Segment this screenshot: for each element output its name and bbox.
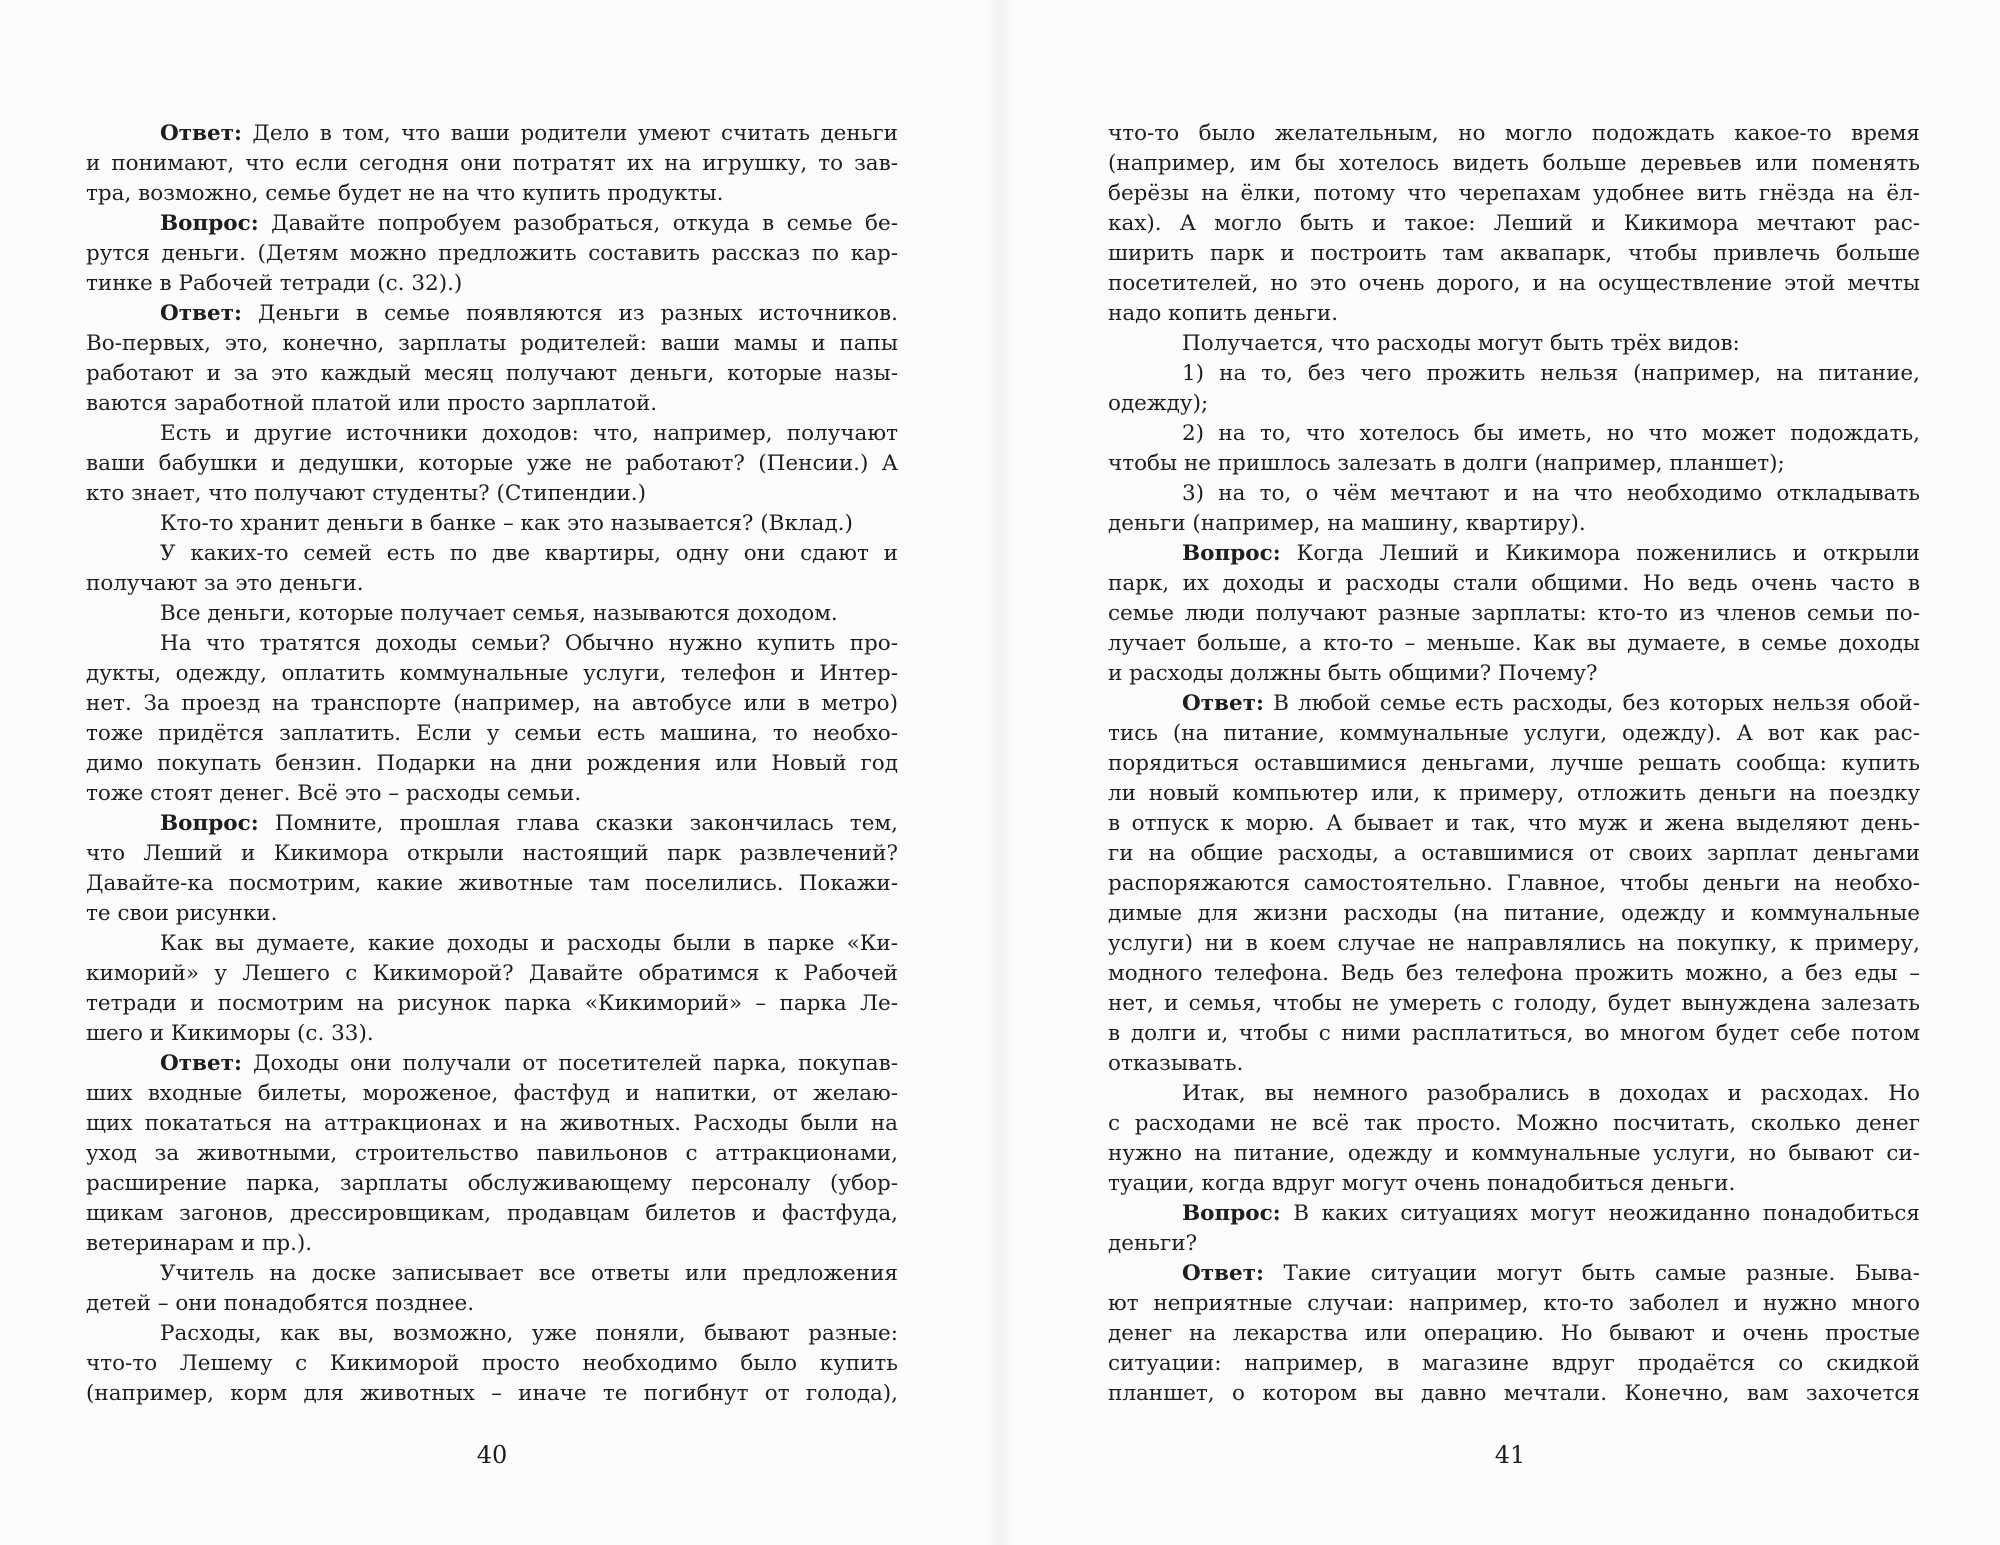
line-text: одежду); <box>1108 391 1209 416</box>
text-line <box>86 1379 898 1409</box>
line-text: У каких-то семей есть по две квартиры, одну они сдают и <box>160 541 898 566</box>
text-line <box>1108 989 1920 1019</box>
text-line <box>1108 1319 1920 1349</box>
line-text: распоряжаются самостоятельно. Главное, чтобы деньги на необхо- <box>1108 871 1920 896</box>
text-line <box>86 659 898 689</box>
text-line <box>1108 509 1920 539</box>
line-text: 1) на то, без чего прожить нельзя (например, на питание, <box>1182 361 1920 386</box>
dialogue-label: Ответ: <box>1182 1261 1264 1286</box>
line-text: надо копить деньги. <box>1108 301 1339 326</box>
page-number-left: 40 <box>476 1441 508 1469</box>
text-line <box>86 1019 898 1049</box>
line-text: получают за это деньги. <box>86 571 364 596</box>
text-line <box>86 359 898 389</box>
text-line <box>1108 239 1920 269</box>
text-line <box>1108 149 1920 179</box>
text-line <box>1108 1139 1920 1169</box>
line-text: ваши бабушки и дедушки, которые уже не работают? (Пенсии.) А <box>86 451 898 476</box>
line-text: нет, и семья, чтобы не умереть с голоду, будет вынуждена залезать <box>1108 991 1920 1016</box>
line-text: Итак, вы немного разобрались в доходах и расходах. Но <box>1182 1081 1920 1106</box>
right-page-text <box>1108 119 1920 1409</box>
text-line <box>86 1049 898 1079</box>
text-line <box>1108 599 1920 629</box>
dialogue-label: Ответ: <box>160 301 242 326</box>
text-line <box>1108 1349 1920 1379</box>
line-text: работают и за это каждый месяц получают деньги, которые назы- <box>86 361 898 386</box>
line-text: Учитель на доске записывает все ответы или предложения <box>160 1261 898 1286</box>
line-text: что-то было желательным, но могло подождать какое-то время <box>1108 121 1920 146</box>
text-line <box>1108 689 1920 719</box>
line-text: тоже придётся заплатить. Если у семьи есть машина, то необхо- <box>86 721 898 746</box>
dialogue-label: Вопрос: <box>160 211 259 236</box>
text-line <box>1108 389 1920 419</box>
text-line <box>1108 899 1920 929</box>
text-line <box>1108 1169 1920 1199</box>
line-text: семье люди получают разные зарплаты: кто-то из членов семьи по- <box>1108 601 1920 626</box>
line-text: уход за животными, строительство павильонов с аттракционами, <box>86 1141 898 1166</box>
text-line <box>86 419 898 449</box>
line-text: деньги? <box>1108 1231 1198 1256</box>
line-text: (например, им бы хотелось видеть больше деревьев или поменять <box>1108 151 1920 176</box>
text-line <box>86 839 898 869</box>
text-line <box>1108 1049 1920 1079</box>
line-text: ветеринарам и пр.). <box>86 1231 313 1256</box>
text-line <box>86 509 898 539</box>
text-line <box>1108 839 1920 869</box>
text-line <box>86 1139 898 1169</box>
text-line <box>1108 1199 1920 1229</box>
text-line <box>86 1349 898 1379</box>
line-text: Деньги в семье появляются из разных источников. <box>241 301 898 326</box>
line-text: нет. За проезд на транспорте (например, на автобусе или в метро) <box>86 691 898 716</box>
line-text: тра, возможно, семье будет не на что купить продукты. <box>86 181 724 206</box>
text-line <box>86 1109 898 1139</box>
dialogue-label: Вопрос: <box>1182 541 1281 566</box>
line-text: Расходы, как вы, возможно, уже поняли, бывают разные: <box>160 1321 898 1346</box>
text-line <box>1108 299 1920 329</box>
line-text: Получается, что расходы могут быть трёх видов: <box>1182 331 1740 356</box>
text-line <box>1108 119 1920 149</box>
line-text: Как вы думаете, какие доходы и расходы были в парке «Ки- <box>160 931 898 956</box>
dialogue-label: Вопрос: <box>1182 1201 1281 1226</box>
line-text: что-то Лешему с Кикиморой просто необходимо было купить <box>86 1351 898 1376</box>
text-line <box>1108 719 1920 749</box>
line-text: детей – они понадобятся позднее. <box>86 1291 475 1316</box>
text-line <box>1108 959 1920 989</box>
text-line <box>86 749 898 779</box>
text-line <box>1108 209 1920 239</box>
line-text: дукты, одежду, оплатить коммунальные услуги, телефон и Интер- <box>86 661 898 686</box>
line-text: лучает больше, а кто-то – меньше. Как вы думаете, в семье доходы <box>1108 631 1920 656</box>
text-line <box>86 179 898 209</box>
text-line <box>1108 1079 1920 1109</box>
text-line <box>1108 329 1920 359</box>
text-line <box>86 899 898 929</box>
text-line <box>86 719 898 749</box>
left-page-text <box>86 119 898 1409</box>
text-line <box>86 929 898 959</box>
text-line <box>86 869 898 899</box>
text-line <box>1108 1379 1920 1409</box>
line-text: тинке в Рабочей тетради (с. 32).) <box>86 271 463 296</box>
line-text: ших входные билеты, мороженое, фастфуд и напитки, от желаю- <box>86 1081 898 1106</box>
text-line <box>86 599 898 629</box>
line-text: ваются заработной платой или просто зарплатой. <box>86 391 658 416</box>
text-line <box>86 269 898 299</box>
text-line <box>1108 359 1920 389</box>
text-line <box>1108 749 1920 779</box>
line-text: чтобы не пришлось залезать в долги (например, планшет); <box>1108 451 1785 476</box>
text-line <box>86 119 898 149</box>
dialogue-label: Ответ: <box>160 121 242 146</box>
line-text: 3) на то, о чём мечтают и на что необходимо откладывать <box>1182 481 1920 506</box>
line-text: В любой семье есть расходы, без которых нельзя обой- <box>1263 691 1920 716</box>
text-line <box>86 779 898 809</box>
text-line <box>1108 629 1920 659</box>
line-text: посетителей, но это очень дорого, и на осуществление этой мечты <box>1108 271 1920 296</box>
text-line <box>86 959 898 989</box>
text-line <box>86 539 898 569</box>
line-text: Все деньги, которые получает семья, называются доходом. <box>160 601 838 626</box>
line-text: парк, их доходы и расходы стали общими. Но ведь очень часто в <box>1108 571 1920 596</box>
line-text: в отпуск к морю. А бывает и так, что муж и жена выделяют день- <box>1108 811 1920 836</box>
line-text: ги на общие расходы, а оставшимися от своих зарплат деньгами <box>1108 841 1920 866</box>
book-gutter <box>985 0 1015 1545</box>
line-text: в долги и, чтобы с ними расплатиться, во многом будет себе потом <box>1108 1021 1920 1046</box>
line-text: шего и Кикиморы (с. 33). <box>86 1021 374 1046</box>
line-text: деньги (например, на машину, квартиру). <box>1108 511 1586 536</box>
text-line <box>1108 479 1920 509</box>
line-text: Кто-то хранит деньги в банке – как это называется? (Вклад.) <box>160 511 853 536</box>
text-line <box>86 239 898 269</box>
page-number-right: 41 <box>1494 1441 1526 1469</box>
dialogue-label: Ответ: <box>1182 691 1264 716</box>
line-text: киморий» у Лешего с Кикиморой? Давайте обратимся к Рабочей <box>86 961 898 986</box>
line-text: щикам загонов, дрессировщикам, продавцам билетов и фастфуда, <box>86 1201 898 1226</box>
line-text: отказывать. <box>1108 1051 1244 1076</box>
line-text: нужно на питание, одежду и коммунальные услуги, но бывают си- <box>1108 1141 1920 1166</box>
line-text: с расходами не всё так просто. Можно посчитать, сколько денег <box>1108 1111 1920 1136</box>
text-line <box>1108 929 1920 959</box>
line-text: кто знает, что получают студенты? (Стипендии.) <box>86 481 647 506</box>
line-text: что Леший и Кикимора открыли настоящий парк развлечений? <box>86 841 898 866</box>
text-line <box>86 689 898 719</box>
line-text: те свои рисунки. <box>86 901 278 926</box>
text-line <box>1108 779 1920 809</box>
line-text: Помните, прошлая глава сказки закончилась тем, <box>258 811 898 836</box>
line-text: ли новый компьютер или, к примеру, отложить деньги на поездку <box>1108 781 1920 806</box>
line-text: денег на лекарства или операцию. Но бывают и очень простые <box>1108 1321 1920 1346</box>
line-text: Доходы они получали от посетителей парка, покупав- <box>241 1051 898 1076</box>
line-text: Во-первых, это, конечно, зарплаты родителей: ваши мамы и папы <box>86 331 898 356</box>
line-text: тоже стоят денег. Всё это – расходы семьи. <box>86 781 582 806</box>
text-line <box>86 1169 898 1199</box>
line-text: туации, когда вдруг могут очень понадобиться деньги. <box>1108 1171 1736 1196</box>
text-line <box>86 1079 898 1109</box>
text-line <box>86 209 898 239</box>
text-line <box>1108 569 1920 599</box>
text-line <box>86 149 898 179</box>
text-line <box>1108 869 1920 899</box>
line-text: расширение парка, зарплаты обслуживающему персоналу (убор- <box>86 1171 898 1196</box>
line-text: ситуации: например, в магазине вдруг продаётся со скидкой <box>1108 1351 1920 1376</box>
text-line <box>1108 1109 1920 1139</box>
text-line <box>86 1289 898 1319</box>
line-text: модного телефона. Ведь без телефона прожить можно, а без еды – <box>1108 961 1920 986</box>
line-text: планшет, о котором вы давно мечтали. Конечно, вам захочется <box>1108 1381 1920 1406</box>
text-line <box>86 299 898 329</box>
line-text: (например, корм для животных – иначе те погибнут от голода), <box>86 1381 898 1406</box>
line-text: Такие ситуации могут быть самые разные. Быва- <box>1263 1261 1920 1286</box>
line-text: тись (на питание, коммунальные услуги, одежду). А вот как рас- <box>1108 721 1920 746</box>
text-line <box>1108 539 1920 569</box>
line-text: Дело в том, что ваши родители умеют считать деньги <box>241 121 898 146</box>
line-text: В каких ситуациях могут неожиданно понадобиться <box>1280 1201 1920 1226</box>
line-text: порядиться оставшимися деньгами, лучше решать сообща: купить <box>1108 751 1920 776</box>
text-line <box>1108 1229 1920 1259</box>
text-line <box>86 1199 898 1229</box>
line-text: Давайте попробуем разобраться, откуда в семье бе- <box>258 211 898 236</box>
line-text: щих покататься на аттракционах и на животных. Расходы были на <box>86 1111 898 1136</box>
text-line <box>86 329 898 359</box>
text-line <box>86 569 898 599</box>
text-line <box>1108 1019 1920 1049</box>
line-text: тетради и посмотрим на рисунок парка «Кикиморий» – парка Ле- <box>86 991 898 1016</box>
line-text: рутся деньги. (Детям можно предложить составить рассказ по кар- <box>86 241 898 266</box>
line-text: ках). А могло быть и такое: Леший и Кикимора мечтают рас- <box>1108 211 1920 236</box>
line-text: берёзы на ёлки, потому что черепахам удобнее вить гнёзда на ёл- <box>1108 181 1920 206</box>
text-line <box>1108 269 1920 299</box>
text-line <box>86 1319 898 1349</box>
text-line <box>86 479 898 509</box>
text-line <box>1108 419 1920 449</box>
line-text: и понимают, что если сегодня они потратят их на игрушку, то зав- <box>86 151 898 176</box>
text-line <box>86 989 898 1019</box>
text-line <box>86 809 898 839</box>
text-line <box>86 1259 898 1289</box>
text-line <box>86 389 898 419</box>
line-text: На что тратятся доходы семьи? Обычно нужно купить про- <box>160 631 898 656</box>
line-text: Есть и другие источники доходов: что, например, получают <box>160 421 898 446</box>
text-line <box>1108 179 1920 209</box>
line-text: 2) на то, что хотелось бы иметь, но что может подождать, <box>1182 421 1920 446</box>
line-text: Когда Леший и Кикимора поженились и открыли <box>1280 541 1920 566</box>
text-line <box>1108 1289 1920 1319</box>
text-line <box>1108 1259 1920 1289</box>
text-line <box>1108 809 1920 839</box>
dialogue-label: Вопрос: <box>160 811 259 836</box>
line-text: и расходы должны быть общими? Почему? <box>1108 661 1598 686</box>
text-line <box>86 449 898 479</box>
line-text: димые для жизни расходы (на питание, одежду и коммунальные <box>1108 901 1920 926</box>
line-text: услуги) ни в коем случае не направлялись на покупку, к примеру, <box>1108 931 1920 956</box>
text-line <box>86 1229 898 1259</box>
text-line <box>1108 449 1920 479</box>
line-text: Давайте-ка посмотрим, какие животные там поселились. Покажи- <box>86 871 898 896</box>
line-text: ширить парк и построить там аквапарк, чтобы привлечь больше <box>1108 241 1920 266</box>
line-text: димо покупать бензин. Подарки на дни рождения или Новый год <box>86 751 898 776</box>
dialogue-label: Ответ: <box>160 1051 242 1076</box>
text-line <box>86 629 898 659</box>
line-text: ют неприятные случаи: например, кто-то заболел и нужно много <box>1108 1291 1920 1316</box>
text-line <box>1108 659 1920 689</box>
